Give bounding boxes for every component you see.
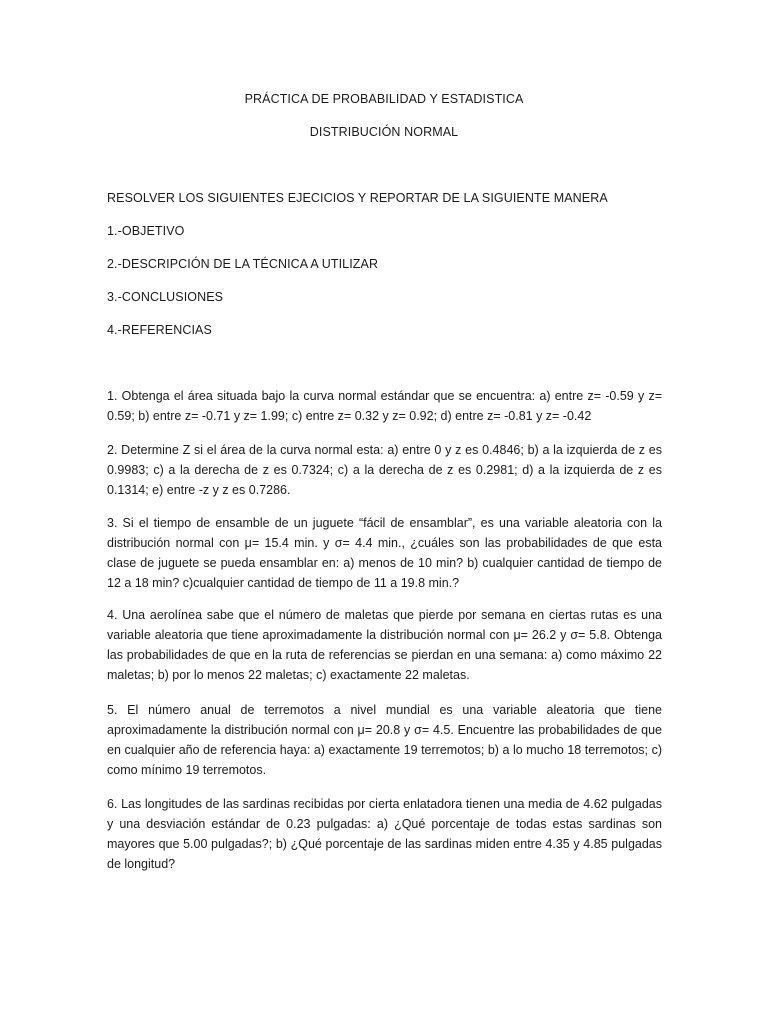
problem-5: 5. El número anual de terremotos a nivel mundial es una variable aleatoria que tiene aproximadamente la distribución normal con μ= 20.8 y σ= 4.5. Encuentre las probabilidades de que en cualquier año de referencia haya: a) exactamente 19 terremotos; b) a lo mucho 18 terremotos; c) como mínimo 19 terremotos. (107, 703, 662, 777)
instruction-item-referencias: 4.-REFERENCIAS (107, 323, 212, 337)
problem-3: 3. Si el tiempo de ensamble de un juguete “fácil de ensamblar”, es una variable aleatoria con la distribución normal con μ= 15.4 min. y σ= 4.4 min., ¿cuáles son las probabilidades de que esta clase de juguete se pueda ensamblar en: a) menos de 10 min? b) cualquier cantidad de tiempo de 12 a 18 min? c)cualquier cantidad de tiempo de 11 a 19.8 min.? (107, 516, 662, 590)
problem-2: 2. Determine Z si el área de la curva normal esta: a) entre 0 y z es 0.4846; b) a la izquierda de z es 0.9983; c) a la derecha de z es 0.7324; c) a la derecha de z es 0.2981; d) a la izquierda de z es 0.1314; e) entre -z y z es 0.7286. (107, 443, 662, 497)
document-title: PRÁCTICA DE PROBABILIDAD Y ESTADISTICA (244, 92, 524, 106)
instructions-intro: RESOLVER LOS SIGUIENTES EJECICIOS Y REPORTAR DE LA SIGUIENTE MANERA (107, 191, 608, 205)
instruction-item-descripcion: 2.-DESCRIPCIÓN DE LA TÉCNICA A UTILIZAR (107, 257, 379, 271)
problem-4: 4. Una aerolínea sabe que el número de maletas que pierde por semana en ciertas rutas es una variable aleatoria que tiene aproximadamente la distribución normal con μ= 26.2 y σ= 5.8. Obtenga las probabilidades de que en la ruta de referencias se pierdan en una semana: a) como máximo 22 maletas; b) por lo menos 22 maletas; c) exactamente 22 maletas. (107, 608, 662, 682)
problem-1: 1. Obtenga el área situada bajo la curva normal estándar que se encuentra: a) entre z= -0.59 y z= 0.59; b) entre z= -0.71 y z= 1.99; c) entre z= 0.32 y z= 0.92; d) entre z= -0.81 y z= -0.42 (107, 389, 662, 423)
document-subtitle: DISTRIBUCIÓN NORMAL (309, 125, 459, 139)
instruction-item-conclusiones: 3.-CONCLUSIONES (107, 290, 224, 304)
instruction-item-objetivo: 1.-OBJETIVO (107, 224, 185, 238)
problem-6: 6. Las longitudes de las sardinas recibidas por cierta enlatadora tienen una media de 4.62 pulgadas y una desviación estándar de 0.23 pulgadas: a) ¿Qué porcentaje de todas estas sardinas son mayores que 5.00 pulgadas?; b) ¿Qué porcentaje de las sardinas miden entre 4.35 y 4.85 pulgadas de longitud? (107, 797, 662, 871)
